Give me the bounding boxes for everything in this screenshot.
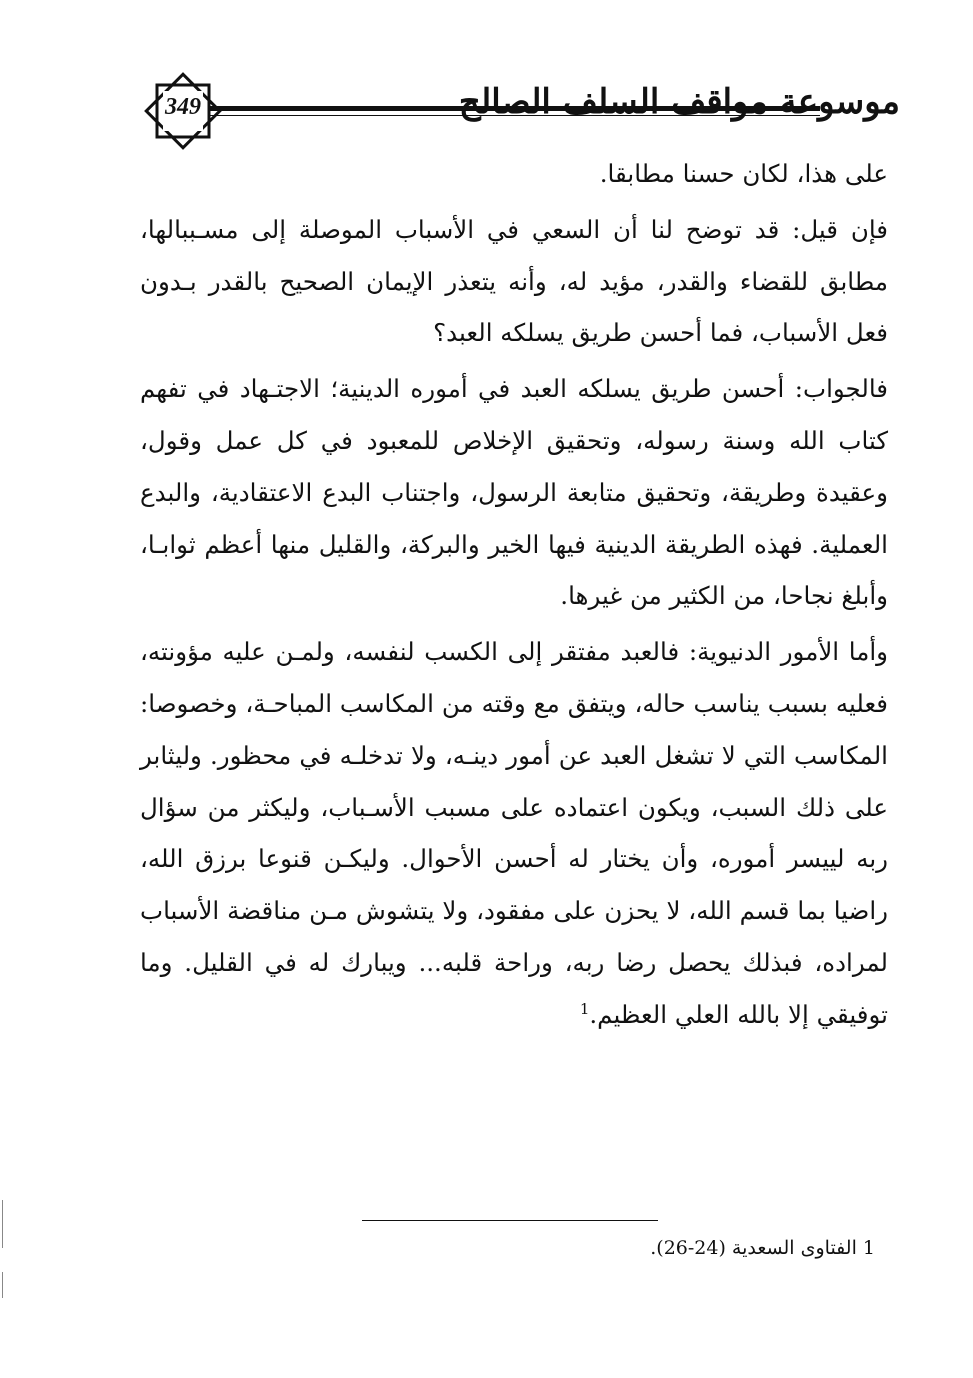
paragraph — [140, 626, 888, 1040]
footnote-number: 1 — [862, 1237, 875, 1259]
footnote — [480, 1237, 875, 1259]
paragraph-text: وأما الأمور الدنيوية: فالعبد مفتقر إلى الكسب لنفسه، ولمـن عليه مؤونته، فعليه بسبب يناسب حاله، ويتفق مع وقته من المكاسب المباحـة، وخصوصا: المكاسب التي لا تشغل العبد عن أمور دينـه، ولا تدخلـه في محظور. وليثابر على ذلك السبب، ويكون اعتماده على مسبب الأسـباب، وليكثر من سؤال ربه لييسر أموره، وأن يختار له أحسن الأحوال. وليكـن قنوعا برزق الله، راضيا بما قسم الله، لا يحزن على مفقود، ولا يتشوش مـن مناقضة الأسباب لمراده، فبذلك يحصل رضا ربه، وراحة قلبه... ويبارك له في القليل. وما توفيقي إلا بالله العلي العظيم. — [140, 637, 888, 1029]
scan-edge-mark — [2, 1272, 3, 1298]
book-title: موسوعة مواقف السلف الصالح — [458, 82, 900, 122]
footnote-text: الفتاوى السعدية (24-26). — [650, 1237, 857, 1259]
paragraph: فالجواب: أحسن طريق يسلكه العبد في أموره الدينية؛ الاجتـهاد في تفهم كتاب الله وسنة رسوله، وتحقيق الإخلاص للمعبود في كل عمل وقول، وعقيدة وطريقة، وتحقيق متابعة الرسول، واجتناب البدع الاعتقادية، والبدع العملية. فهذه الطريقة الدينية فيها الخير والبركة، والقليل منها أعظم ثوابـا، وأبلغ نجاحا، من الكثير من غيرها. — [140, 374, 888, 611]
page-number: 349 — [165, 94, 201, 120]
paragraph: فإن قيل: قد توضح لنا أن السعي في الأسباب الموصلة إلى مسـببالها، مطابق للقضاء والقدر، مؤيد له، وأنه يتعذر الإيمان الصحيح بالقدر بـدون فعل الأسباب، فما أحسن طريق يسلكه العبد؟ — [140, 214, 888, 348]
footnote-separator — [362, 1220, 658, 1221]
page-number-badge — [140, 68, 226, 154]
scan-edge-mark — [2, 1200, 3, 1248]
paragraph: على هذا، لكان حسنا مطابقا. — [599, 159, 888, 188]
body-text — [140, 148, 888, 1041]
footnote-reference[interactable]: 1 — [579, 999, 590, 1018]
